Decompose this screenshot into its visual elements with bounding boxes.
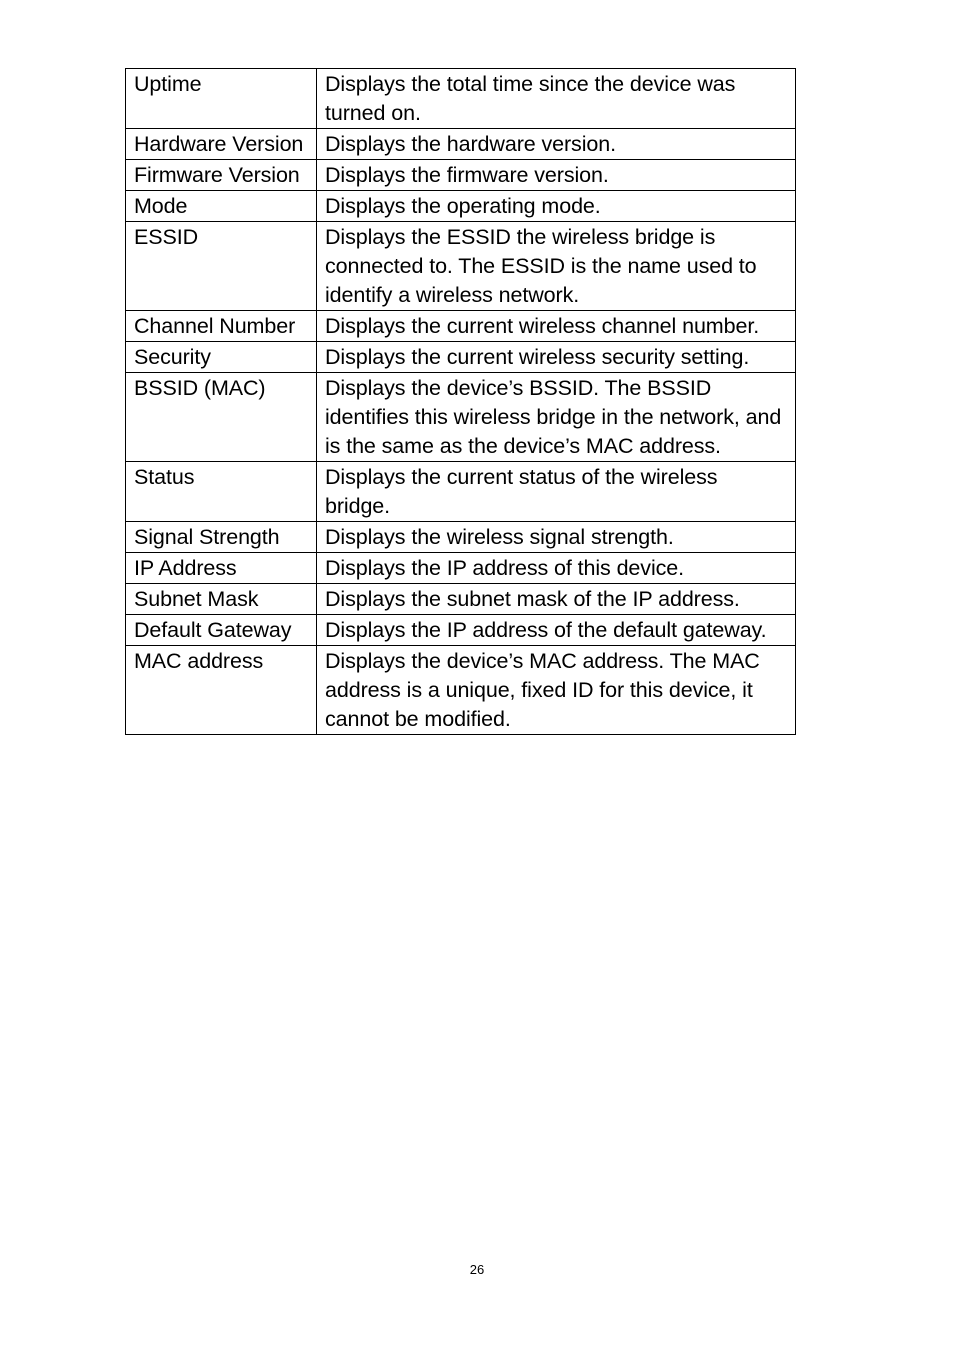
table-row (126, 646, 796, 735)
table-row (126, 553, 796, 584)
table-row (126, 342, 796, 373)
field-description: Displays the operating mode. (317, 191, 796, 222)
field-name: Subnet Mask (126, 584, 317, 615)
field-description: Displays the IP address of this device. (317, 553, 796, 584)
field-name: Channel Number (126, 311, 317, 342)
field-name: Mode (126, 191, 317, 222)
field-description: Displays the firmware version. (317, 160, 796, 191)
table-row (126, 160, 796, 191)
field-description: Displays the hardware version. (317, 129, 796, 160)
table-row (126, 373, 796, 462)
field-description: Displays the device’s MAC address. The MAC address is a unique, fixed ID for this device, it cannot be modified. (317, 646, 796, 735)
status-fields-table (125, 68, 796, 735)
table-row (126, 462, 796, 522)
table-row (126, 615, 796, 646)
table-row (126, 69, 796, 129)
field-name: Status (126, 462, 317, 522)
table-row (126, 522, 796, 553)
field-name: Default Gateway (126, 615, 317, 646)
field-name: Signal Strength (126, 522, 317, 553)
field-name: MAC address (126, 646, 317, 735)
field-name: Firmware Version (126, 160, 317, 191)
table-row (126, 584, 796, 615)
field-name: Security (126, 342, 317, 373)
field-name: Uptime (126, 69, 317, 129)
field-description: Displays the current status of the wireless bridge. (317, 462, 796, 522)
field-name: IP Address (126, 553, 317, 584)
field-name: Hardware Version (126, 129, 317, 160)
field-description: Displays the ESSID the wireless bridge is connected to. The ESSID is the name used to identify a wireless network. (317, 222, 796, 311)
field-name: ESSID (126, 222, 317, 311)
field-description: Displays the subnet mask of the IP address. (317, 584, 796, 615)
field-description: Displays the total time since the device was turned on. (317, 69, 796, 129)
field-description: Displays the wireless signal strength. (317, 522, 796, 553)
field-description: Displays the IP address of the default gateway. (317, 615, 796, 646)
table-row (126, 191, 796, 222)
table-row (126, 311, 796, 342)
page-number: 26 (469, 1262, 485, 1277)
table-row (126, 222, 796, 311)
field-description: Displays the current wireless channel number. (317, 311, 796, 342)
field-description: Displays the device’s BSSID. The BSSID identifies this wireless bridge in the network, and is the same as the device’s MAC address. (317, 373, 796, 462)
field-name: BSSID (MAC) (126, 373, 317, 462)
field-description: Displays the current wireless security setting. (317, 342, 796, 373)
table-row (126, 129, 796, 160)
